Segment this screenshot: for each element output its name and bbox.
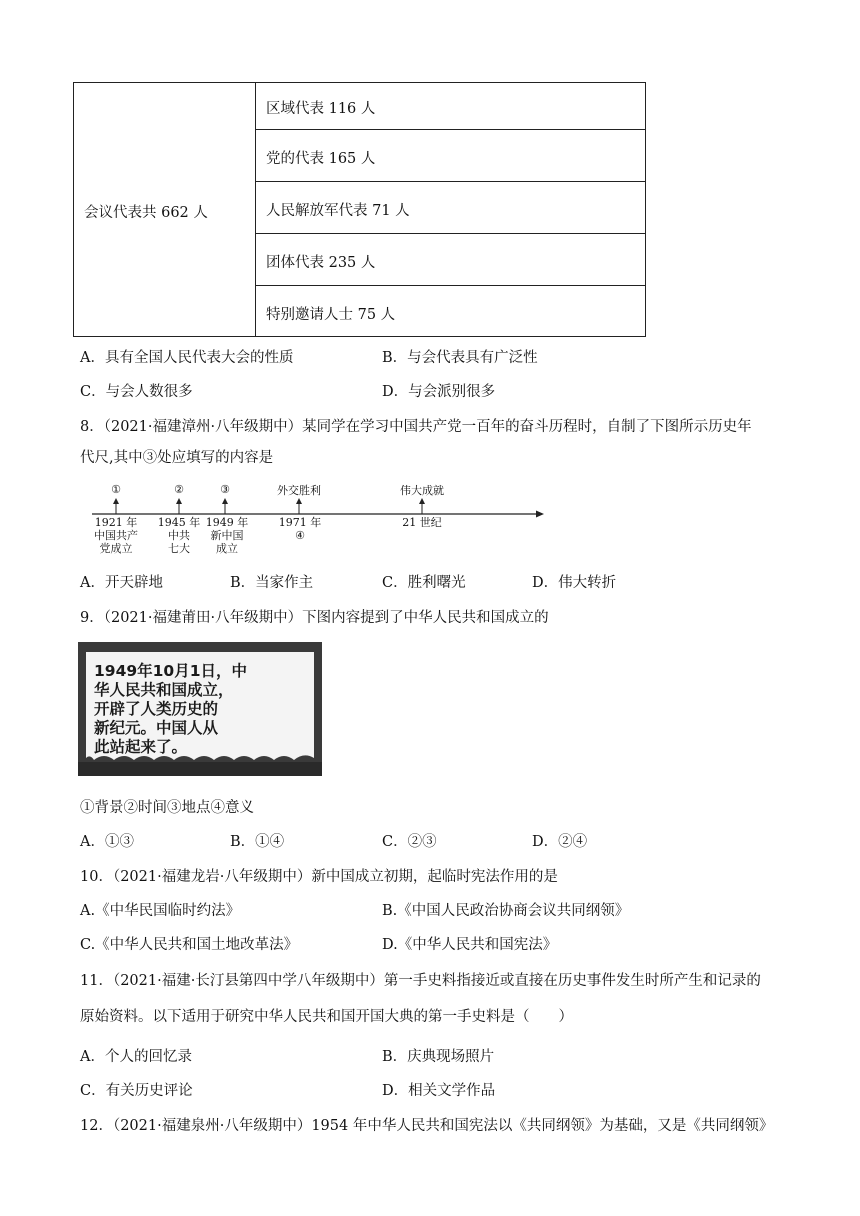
q9-option-d[interactable]: D．②④ bbox=[532, 834, 588, 850]
total-representatives-label: 会议代表共 662 人 bbox=[84, 205, 208, 221]
table-row: 特别邀请人士 75 人 bbox=[266, 307, 396, 323]
q11-stem-line2: 原始资料。以下适用于研究中华人民共和国开国大典的第一手史料是（ ） bbox=[80, 1009, 573, 1025]
timeline-top-label: ① bbox=[111, 483, 121, 496]
timeline-bottom-label: 1921 年 中国共产 党成立 bbox=[94, 516, 138, 555]
q9-items: ①背景②时间③地点④意义 bbox=[80, 800, 254, 816]
q9-option-a[interactable]: A．①③ bbox=[80, 834, 134, 850]
timeline-bottom-label: 21 世纪 bbox=[402, 516, 442, 529]
q11-option-c[interactable]: C．有关历史评论 bbox=[80, 1083, 193, 1099]
timeline-bottom-label: 1949 年 新中国 成立 bbox=[205, 516, 249, 555]
timeline-top-label: 伟大成就 bbox=[400, 484, 444, 497]
q7-option-b[interactable]: B．与会代表具有广泛性 bbox=[382, 350, 538, 366]
table-left-cell bbox=[74, 83, 256, 336]
q11-option-a[interactable]: A．个人的回忆录 bbox=[80, 1049, 192, 1065]
q10-option-a[interactable]: A.《中华民国临时约法》 bbox=[80, 903, 241, 919]
q9-option-b[interactable]: B．①④ bbox=[230, 834, 285, 850]
q11-stem-line1: 11．（2021·福建·长汀县第四中学八年级期中）第一手史料指接近或直接在历史事件发生时所产生和记录的 bbox=[80, 973, 761, 989]
q11-option-b[interactable]: B．庆典现场照片 bbox=[382, 1049, 495, 1065]
q8-option-a[interactable]: A．开天辟地 bbox=[80, 575, 163, 591]
q8-option-c[interactable]: C．胜利曙光 bbox=[382, 575, 466, 591]
q8-option-b[interactable]: B．当家作主 bbox=[230, 575, 314, 591]
table-row: 人民解放军代表 71 人 bbox=[256, 182, 645, 234]
q8-stem-line1: 8．（2021·福建漳州·八年级期中）某同学在学习中国共产党一百年的奋斗历程时，自制了下图所示历史年 bbox=[80, 419, 752, 435]
founding-quote-banner bbox=[78, 642, 322, 776]
table-row: 团体代表 235 人 bbox=[256, 234, 645, 286]
timeline-bottom-label: 1971 年 ④ bbox=[278, 516, 322, 542]
table-row: 党的代表 165 人 bbox=[256, 130, 645, 182]
q10-option-d[interactable]: D.《中华人民共和国宪法》 bbox=[382, 937, 558, 953]
q7-option-c[interactable]: C．与会人数很多 bbox=[80, 384, 193, 400]
q9-option-c[interactable]: C．②③ bbox=[382, 834, 437, 850]
q10-option-b[interactable]: B.《中国人民政治协商会议共同纲领》 bbox=[382, 903, 630, 919]
timeline-top-label: 外交胜利 bbox=[277, 484, 321, 497]
q7-option-a[interactable]: A．具有全国人民代表大会的性质 bbox=[80, 350, 294, 366]
q8-option-d[interactable]: D．伟大转折 bbox=[532, 575, 617, 591]
table-right-column bbox=[256, 83, 645, 336]
q10-option-c[interactable]: C.《中华人民共和国土地改革法》 bbox=[80, 937, 299, 953]
representatives-table bbox=[73, 82, 646, 337]
q12-stem-line1: 12．（2021·福建泉州·八年级期中）1954 年中华人民共和国宪法以《共同纲领》为基础，又是《共同纲领》 bbox=[80, 1118, 774, 1134]
q11-option-d[interactable]: D．相关文学作品 bbox=[382, 1083, 496, 1099]
q10-stem: 10．（2021·福建龙岩·八年级期中）新中国成立初期，起临时宪法作用的是 bbox=[80, 869, 558, 885]
banner-text: 1949年10月1日，中 华人民共和国成立， 开辟了人类历史的 新纪元。中国人从 此站起来了。 bbox=[94, 662, 247, 756]
q7-option-d[interactable]: D．与会派别很多 bbox=[382, 384, 496, 400]
timeline-top-label: ② bbox=[174, 483, 184, 496]
timeline-bottom-label: 1945 年 中共 七大 bbox=[157, 516, 201, 555]
q9-stem: 9．（2021·福建莆田·八年级期中）下图内容提到了中华人民共和国成立的 bbox=[80, 610, 549, 626]
q8-stem-line2: 代尺,其中③处应填写的内容是 bbox=[80, 450, 274, 466]
table-row: 区域代表 116 人 bbox=[256, 83, 645, 130]
timeline-top-label: ③ bbox=[220, 483, 230, 496]
history-timeline bbox=[82, 480, 552, 558]
